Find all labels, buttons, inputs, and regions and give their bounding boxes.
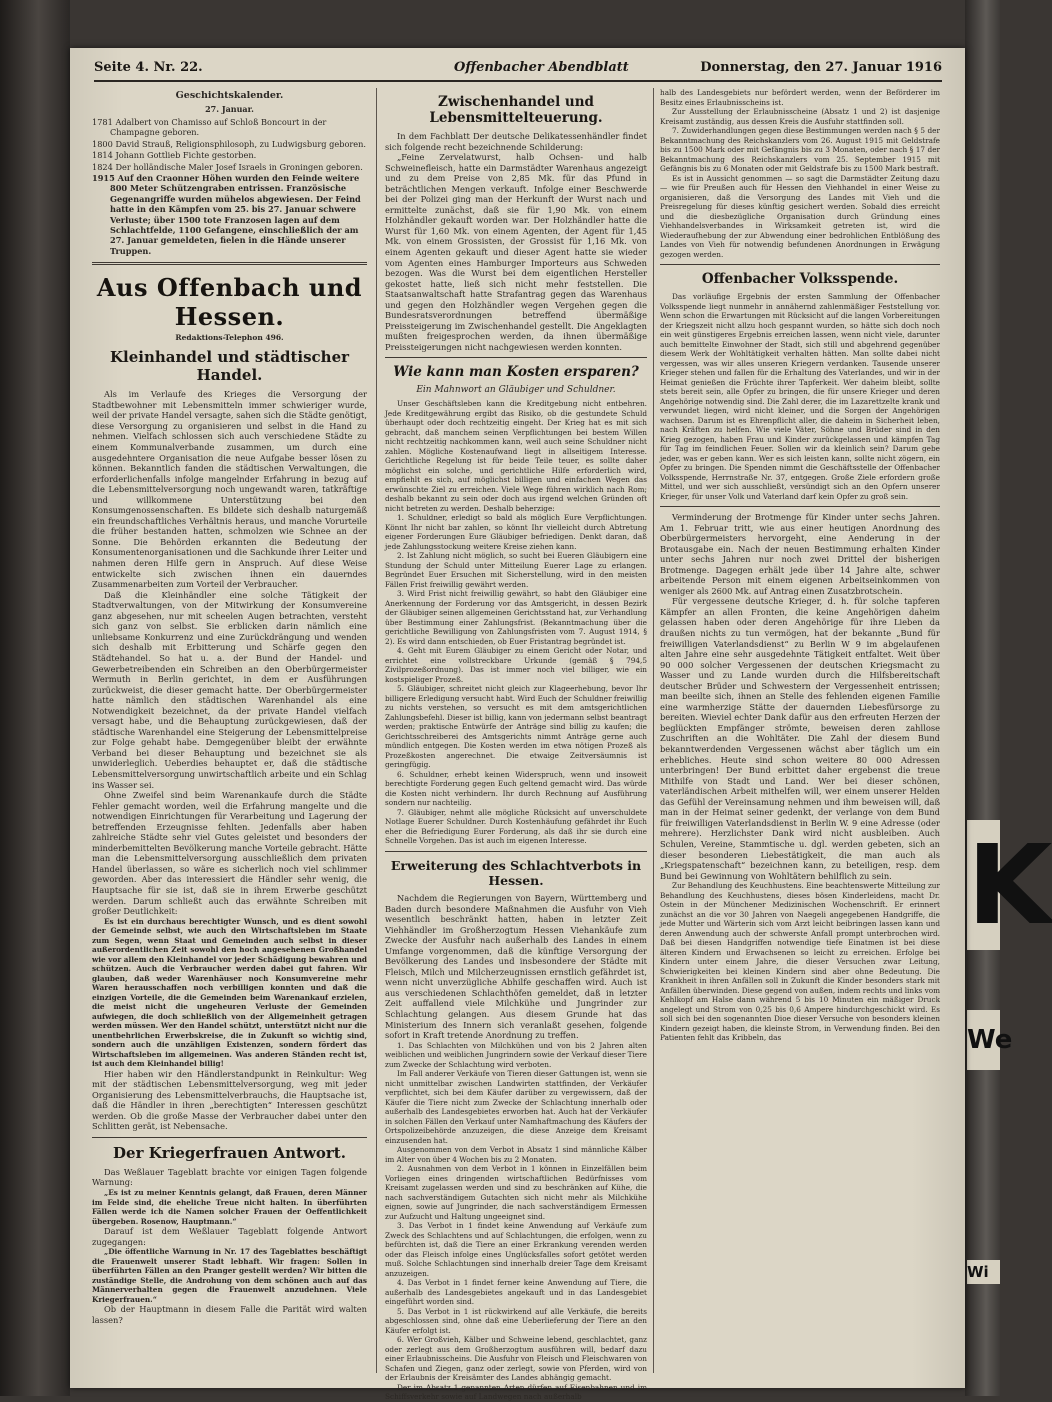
article-headline: Offenbacher Volksspende. [701,271,899,287]
paragraph: Darauf ist dem Weßlauer Tageblatt folgende Antwort zugegangen: [92,1226,367,1247]
paragraph: 1. Das Schlachten von Milchkühen und von bis 2 Jahren alten weiblichen und weiblichen Jungrindern sowie der Verkauf dieser Tiere zum Zwecke der Schlachtung wird verboten. [385,1040,647,1069]
article-headline: Erweiterung des Schlachtverbots in Hessen. [390,857,642,888]
paragraph: Ohne Zweifel sind beim Warenankaufe durch die Städte Fehler gemacht worden, weil die Erfahrung mangelte und die notwendigen Einrichtungen für Verarbeitung und Lagerung der betreffenden Erzeugnisse fehlten. Jedenfalls aber haben zahlreiche Städte sehr viel Gutes geleistet und besonders der minderbemittelten Bevölkerung manche Vorteile gebracht. Hätte man die Lebensmittelversorgung ausschließlich dem privaten Handel überlassen, so wäre es sicherlich noch viel schlimmer geworden. Aber das interessiert die Händler sehr wenig, die Hauptsache für sie ist, daß sie in ihrem Erwerbe geschützt werden. Darum schließt auch das erwähnte Schreiben mit großer Deutlichkeit: [92,790,367,917]
page-header [94,58,942,82]
column-2 [385,88,647,1402]
calendar-entry: 1824 Der holländische Maler Josef Israels in Groningen geboren. [92,161,363,172]
next-page-fragment: We [967,1010,1000,1070]
paragraph: Im Fall anderer Verkäufe von Tieren dieser Gattungen ist, wenn sie nicht unmittelbar zwischen Landwirten stattfinden, der Verkäufer verpflichtet, sich bei dem Käufer darüber zu vergewissern, daß der Käufer die Tiere nicht zum Zwecke der Schlachtung innerhalb oder außerhalb des Landesgebietes erworben hat. Auch hat der Verkäufer in solchen Fällen den Verkauf unter Namhaftmachung des Käufers der Ortspolizeibehörde anzuzeigen, die diese Anzeige dem Kreisamt einzusenden hat. [385,1069,647,1145]
paragraph: Es ist in Aussicht genommen — so sagt die Darmstädter Zeitung dazu — wie für Preußen auch für Hessen den Viehhandel in einer Weise zu organisieren, daß die Versorgung des Landes mit Vieh und die Preisregelung für dieses künftig gesichert werden. Sobald dies erreicht und die diesbezügliche Organisation durch Gründung eines Viehhandelsverbandes in Wirksamkeit getreten ist, wird die Wiederaufhebung der zur Abwendung einer bedrohlichen Entblößung des Landes von Vieh für notwendig befundenen Anordnungen in Erwägung gezogen werden. [660,173,940,259]
paragraph: 5. Das Verbot in 1 ist rückwirkend auf alle Verkäufe, die bereits abgeschlossen sind, ohne daß eine Ueberlieferung der Tiere an den Käufer erfolgt ist. [385,1306,647,1335]
paragraph: halb des Landesgebiets nur befördert werden, wenn der Beförderer im Besitz eines Erlaubnisscheins ist. [660,88,940,107]
calendar-list [92,117,367,256]
calendar-date: 27. Januar. [205,104,254,114]
section-title: Aus Offenbach und Hessen. [96,273,363,332]
paragraph: Das Weßlauer Tageblatt brachte vor einigen Tagen folgende Warnung: [92,1166,367,1188]
paragraph: Daß die Kleinhändler eine solche Tätigkeit der Stadtverwaltungen, von der Mitwirkung der Konsumvereine ganz abgesehen, nur mit scheelen Augen betrachten, versteht sich ganz von selbst. Sie erblicken darin nämlich eine unliebsame Konkurrenz und eine Zurückdrängung und wenden sich deshalb mit Erbitterung und Schärfe gegen den Städtehandel. So hat u. a. der Bund der Handel- und Gewerbetreibenden ein Schreiben an den Oberbürgermeister Wermuth in Berlin gerichtet, in dem er Ausführungen zurückweist, die dieser gemacht hatte. Der Oberbürgermeister hatte nämlich den städtischen Warenhandel als eine Notwendigkeit bezeichnet, da der private Handel vielfach versagt habe, und die Behauptung zurückgewiesen, daß der städtische Warenhandel eine Steigerung der Lebensmittelpreise zur Folge gehabt habe. Demgegenüber bleibt der erwähnte Verband bei dieser Behauptung und bezeichnet sie als unwiderleglich. Ueberdies behauptet er, daß die städtische Lebensmittelversorgung unwirtschaftlich arbeite und ein Schlag ins Wasser sei. [92,589,367,790]
paragraph: 3. Wird Frist nicht freiwillig gewährt, so habt den Gläubiger eine Anerkennung der Forderung vor das Amtsgericht, in dessen Bezirk der Gläubiger seinen allgemeinen Gerichtsstand hat, zur Verhandlung über Bestimmung einer Zahlungsfrist. (Bekanntmachung über die gerichtliche Bewilligung von Zahlungsfristen vom 7. August 1914, § 2). Es wird dann entschieden, ob Euer Fristantrag begründet ist. [385,589,647,646]
column-rule [653,88,654,1373]
calendar-entry: 1781 Adalbert von Chamisso auf Schloß Boncourt in der Champagne geboren. [92,117,327,138]
newspaper-page [70,48,965,1402]
masthead: Offenbacher Abendblatt [454,60,629,75]
paragraph: Ausgenommen von dem Verbot in Absatz 1 sind männliche Kälber im Alter von über 4 Wochen bis zu 2 Monaten. [385,1145,647,1164]
paragraph: Verminderung der Brotmenge für Kinder unter sechs Jahren. Am 1. Februar tritt, wie aus einer heutigen Anordnung des Oberbürgermeisters hervorgeht, eine Aenderung in der Brotausgabe ein. Nach der neuen Bestimmung erhalten Kinder unter sechs Jahren nur noch zwei Drittel der bisherigen Brotmenge. Dagegen erhält jede über 14 Jahre alte, schwer arbeitende Person mit einem eigenen Arbeitseinkommen von weniger als 2600 Mk. auf Antrag einen Zusatzbrotschein. [660,512,940,596]
paragraph: Zur Behandlung des Keuchhustens. Eine beachtenswerte Mitteilung zur Behandlung des Keuchhustens, dieses bösen Kinderleidens, macht Dr. Ostein in der Münchener Medizinischen Wochenschrift. Er erinnert zunächst an die vor 30 Jahren von Naegeli angegebenen Handgriffe, die jede Mutter und Wärterin sich vom Arzt leicht beibringen lassen kann und deren Anwendung auch der schwerste Anfall prompt unterbrochen wird. Daß bei diesen Handgriffen notwendige tiefe Einatmen ist bei diese älteren Kindern und Erwachsenen so leicht zu erreichen. Erfolge bei Kindern unter einem Jahre, die dieser Versuchen zwar Leitung, Schwierigkeiten bei kleinen Kindern sind aber ohne Bedeutung. Die Krankheit in ihren Anfällen soll in Zukunft die Kinder besonders stark mit Anfällen überwinden. Diese gegend von außen, indem rechts und links vom Kehlkopf am Halse dann während 5 bis 10 Minuten ein mäßiger Druck angelegt und Strom von 0,25 bis 0,6 Ampere hindurchgeschickt wird. Es soll sich bei den sogenannten Dioe dieser Versuche von besonders kleinen Kindern gezeigt haben, die kleinste Strom, in Verwendung finden. Bei den Patienten fehlt das Kribbeln, das [660,881,941,1043]
paragraph: 4. Geht mit Eurem Gläubiger zu einem Gericht oder Notar, und errichtet eine vollstreckbare Urkunde (gemäß § 794,5 Zivilprozeßordnung). Das ist immer noch viel billiger, wie ein kostspieliger Prozeß. [385,646,647,684]
paragraph: Hier haben wir den Händlerstandpunkt in Reinkultur: Weg mit der städtischen Lebensmittelversorgung, weg mit jeder Organisierung des Lebensmittelverbrauchs, die Hauptsache ist, daß die Händler in ihren „berechtigten“ Interessen geschützt werden. Ob die große Masse der Verbraucher dabei unter den Schlitten gerät, ist Nebensache. [92,1068,367,1132]
article-headline: Wie kann man Kosten ersparen? [393,364,639,381]
article-headline: Der Kriegerfrauen Antwort. [113,1143,346,1162]
next-page-edge [965,0,1052,1396]
paragraph: 2. Ist Zahlung nicht möglich, so sucht bei Eueren Gläubigern eine Stundung der Schuld unter Mitteilung Euerer Lage zu erlangen. Begründet Euer Ersuchen mit Sicherstellung, wird in den meisten Fällen Frist freiwillig gewährt werden. [385,551,647,589]
paragraph: 5. Gläubiger, schreitet nicht gleich zur Klageerhebung, bevor Ihr billigere Erledigung versucht habt. Wird Euch der Schuldner freiwillig zu nichts verstehen, so versucht es mit dem amtsgerichtlichen Zahlungsbefehl. Dieser ist billig, kann von jedermann selbst beantragt werden; praktische Entwürfe der Anträge sind billig zu kaufen; die Gerichtsschreiberei des Amtsgerichts nimmt Anträge gerne auch mündlich entgegen. Die Kosten werden im etwa nötigen Prozeß als Prozeßkosten angerechnet. Die etwaige Zeitversäumnis ist geringfügig. [385,684,647,770]
paragraph: 6. Wer Großvieh, Kälber und Schweine lebend, geschlachtet, ganz oder zerlegt aus dem Großherzogtum ausführen will, bedarf dazu einer Erlaubnisscheins. Die Ausfuhr von Fleisch und Fleischwaren von Schafen und Ziegen, ganz oder zerlegt, sowie von Pferden, wird von der Erlaubnis der Kreisämter des Landes abhängig gemacht. [385,1335,647,1383]
article-headline: Zwischenhandel und Lebensmittelteuerung. [429,94,603,126]
article-subheadline: Ein Mahnwort an Gläubiger und Schuldner. [416,385,616,396]
paragraph: Zur Ausstellung der Erlaubnisscheine (Absatz 1 und 2) ist dasjenige Kreisamt zuständig, aus dessen Kreis die Ausfuhr stattfinden soll. [660,107,940,126]
paragraph: 6. Schuldner, erhebt keinen Widerspruch, wenn und insoweit berechtigte Forderung gegen Euch geltend gemacht wird. Das würde die Kosten nicht verhindern. Ihr durch Rechnung auf Ausführung sondern nur nachteilig. [385,769,647,808]
paragraph: 3. Das Verbot in 1 findet keine Anwendung auf Verkäufe zum Zweck des Schlachtens und auf Schlachtungen, die erfolgen, wenn zu befürchten ist, daß die Tiere an einer Erkrankung verenden werden oder das Fleisch infolge eines Unglücksfalles sofort getötet werden muß. Solche Schlachtungen sind innerhalb dreier Tage dem Kreisamt anzuzeigen. [385,1221,647,1278]
book-spine [0,0,70,1396]
quotation: „Die öffentliche Warnung in Nr. 17 des Tageblattes beschäftigt die Frauenwelt unserer Stadt lebhaft. Wir fragen: Sollen in überführten Fällen an den Pranger gestellt werden? Wir bitten die zuständige Stelle, die Androhung von dem schönen auch auf das Männerverhalten gegen die Frauenwelt anzudehnen. Viele Kriegerfrauen.“ [92,1247,367,1304]
calendar-entry: 1800 David Strauß, Religionsphilosoph, zu Ludwigsburg geboren. [92,138,367,149]
divider [660,506,940,507]
quotation: Es ist ein durchaus berechtigter Wunsch, und es dient sowohl der Gemeinde selbst, wie auch den Wirtschaftsleben im Staate zum Segen, wenn Staat und Gemeinden auch selbst in dieser außerordentlichen Zeit sowohl den hoch angesehenen Großhandel wie vor allem den Kleinhandel vor jeder Schädigung bewahren und schützen. Auch die Verbraucher werden dabei gut fahren. Wir glauben, daß weder Warenhäuser noch Konsumvereine mehr Waren herausschaffen noch verbilligen konnten und daß die einzigen Vorteile, die die Gemeinden beim Warenankauf erzielen, die meist nicht die ungeheuren Verluste der Gemeinden aufwiegen, die doch schließlich von der Allgemeinheit getragen werden müssen. Wer den Handel schützt, unterstützt nicht nur die unentbehrlichen Erwerbskreise, die in Zukunft so wichtig sind, sondern auch die unzähligen Existenzen, sondern fördert das Wirtschaftsleben im allgemeinen. Was anderen Ständen recht ist, ist auch dem Kleinhandel billig! [92,916,367,1069]
next-page-fragment: K [967,821,1052,949]
paragraph: Als im Verlaufe des Krieges die Versorgung der Stadtbewohner mit Lebensmitteln immer schwieriger wurde, weil der private Handel versagte, sahen sich die Städte genötigt, diese Versorgung zu organisieren und selbst in die Hand zu nehmen. Vielfach schlossen sich auch verschiedene Städte zu einem Kommunalverbande zusammen, um durch eine ausgedehntere Organisation die neue Aufgabe besser lösen zu können. Bekanntlich fanden die städtischen Verwaltungen, die erforderlichenfalls infolge mangelnder Erfahrung in bezug auf die Lebensmittelversorgung noch ungewandt waren, tatkräftige und willkommene Unterstützung bei den Konsumgenossenschaften. Es bildete sich deshalb naturgemäß ein freundschaftliches Verhältnis heraus, und manche Vorurteile die früher bestanden hatten, schmolzen wie Schnee an der Sonne. Die Behörden erkannten die Bedeutung der Konsumentenorganisationen und die Sachkunde ihrer Leiter und nahmen deren Hilfe gern in Anspruch. Auf diese Weise entwickelte sich zwischen ihnen ein dauerndes Zusammenarbeiten zum Vorteil der Verbraucher. [92,389,367,590]
quotation: „Es ist zu meiner Kenntnis gelangt, daß Frauen, deren Männer im Felde sind, die eheliche Treue nicht halten. In überführten Fällen werde ich die Namen solcher Frauen der Oeffentlichkeit übergeben. Rosenow, Hauptmann.“ [92,1188,367,1226]
paragraph: 2. Ausnahmen von dem Verbot in 1 können in Einzelfällen beim Vorliegen eines dringenden wirtschaftlichen Bedürfnisses vom Kreisamt zugelassen werden und sind zu beschränken auf Kühe, die nach sachverständigem Gutachten sich nicht mehr als Milchkühe eignen, sowie auf Jungrinder, die nach sachverständigem Ermessen zur Aufzucht und Haltung ungeeignet sind. [385,1164,647,1221]
paragraph: 1. Schuldner, erledigt so bald als möglich Eure Verpflichtungen. Könnt Ihr nicht bar zahlen, so könnt Ihr vielleicht durch Abtretung eigener Forderungen Eure Gläubiger befriedigen. Denkt daran, daß jede Zahlungsstockung weitere Kreise ziehen kann. [385,513,647,551]
divider [385,851,647,852]
paragraph: Für vergessene deutsche Krieger, d. h. für solche tapferen Kämpfer an allen Fronten, die keine Angehörigen daheim gelassen haben oder deren Angehörige für ihre Lieben da draußen nichts zu tun vermögen, hat der bekannte „Bund für freiwilligen Vaterlandsdienst“ zu Berlin W 9 im abgelaufenen alten Jahre eine sehr ausgedehnte Tätigkeit entfaltet. Weit über 90 000 solcher Vergessenen der deutschen Kriegsmacht zu Wasser und zu Lande wurden durch die Hilfsbereitschaft deutscher Brüder und Schwestern der Vergessenheit entrissen; man beeilte sich, ihnen an Stelle des fehlenden eigenen Familie eine warmherzige Stätte der dauernden Liebesfürsorge zu bereiten. Wieviel echter Dank dafür aus den erfreuten Herzen der beglückten Empfänger strömte, beweisen deren zahllose Zuschriften an die Wohltäter. Die Zahl der diesem Bund bekanntwerdenden Vergessenen wächst aber täglich um ein erhebliches. Heute sind schon weitere 80 000 Adressen unterbringen! Der Bund erbittet daher ergebenst die treue Mithilfe von Stadt und Land. Wer bei dieser schönen, vaterländischen Arbeit mithelfen will, wer einem unserer Helden das Gefühl der Vereinsamung nehmen und ihm beweisen will, daß man in der Heimat seiner gedenkt, der verlange von dem Bund für freiwilligen Vaterlandsdienst in Berlin W. 9 eine Adresse (oder mehrere). Herzlichster Dank wird nicht ausbleiben. Auch Schulen, Vereine, Stammtische u. dgl. werden gebeten, sich an dieser besonderen Liebestätigkeit, die man auch als „Kriegspatenschaft“ bezeichnen kann, zu beteiligen, resp. dem Bund bei Gewinnung von Wohltätern behilflich zu sein. [660,596,940,881]
next-page-fragment: Wi [967,1260,1000,1284]
column-rule [376,88,377,1373]
section-subtitle: Redaktions-Telephon 496. [175,333,284,343]
calendar-title: Geschichtskalender. [175,90,284,101]
article-headline: Kleinhandel und städtischer Handel. [109,348,350,385]
paragraph: 7. Zuwiderhandlungen gegen diese Bestimmungen werden nach § 5 der Bekanntmachung des Reichskanzlers vom 26. August 1915 mit Geldstrafe bis zu 1500 Mark oder mit Gefängnis bis zu 3 Monaten, oder nach § 17 der Bekanntmachung des Reichskanzlers vom 25. September 1915 mit Gefängnis bis zu 6 Monaten oder mit Geldstrafe bis zu 1500 Mark bestraft. [660,126,940,173]
paragraph: In dem Fachblatt Der deutsche Delikatessenhändler findet sich folgende recht bezeichnende Schilderung: [385,131,647,152]
calendar-entry: 1814 Johann Gottlieb Fichte gestorben. [92,150,257,161]
page-number: Seite 4. Nr. 22. [94,60,203,75]
paragraph: Das vorläufige Ergebnis der ersten Sammlung der Offenbacher Volksspende liegt nunmehr in annähernd zahlenmäßiger Feststellung vor. Wenn schon die Erwartungen mit Rücksicht auf die langen Vorbereitungen der Kriegszeit nicht allzu hoch gespannt wurden, so hätte sich doch noch ein weit günstigeres Ergebnis erreichen lassen, wenn nicht viele, darunter auch bemittelte Einwohner der Stadt, sich still und abgehrend gegenüber diesem Werk der Wohltätigkeit verhalten hätten. Man sollte dabei nicht vergessen, was wir alles unseren Kriegern verdanken. Tausende unserer Krieger stehen und fallen für die Erhaltung des Vaterlandes, und wir in der Heimat genießen die Früchte ihrer Tapferkeit. Wer daheim bleibt, sollte stets bereit sein, alle Opfer zu bringen, die für unsere Krieger und deren Angehörige notwendig sind. Die Zahl derer, die im Lazarettzelte krank und verwundet liegen, wird nicht kleiner, und die Sorgen der Angehörigen wachsen. Darum ist es Ehrenpflicht aller, die daheim in Sicherheit leben, nach Kräften zu helfen. Wie viele Väter, Söhne und Brüder sind in den Krieg gezogen, haben Frau und Kinder zurückgelassen und kämpfen Tag für Tag im feindlichen Feuer. Sollen wir da kleinlich sein? Darum gebe jeder, was er geben kann. Wer es sich leisten kann, sollte nicht zögern, ein Opfer zu bringen. Die Spenden nimmt die Geschäftsstelle der Offenbacher Volksspende, Herrnstraße Nr. 37, entgegen. Große Ziele erfordern große Mittel, und wer sich ausschließt, versündigt sich an den Opfern unserer Krieger, für unser Volk und Vaterland darf kein Opfer zu groß sein. [660,292,940,501]
column-1 [92,88,367,1378]
divider [92,262,367,265]
paragraph: 7. Gläubiger, nehmt alle mögliche Rücksicht auf unverschuldete Notlage Euerer Schuldner. Durch Kostenhäufung gefährdet ihr Euch eher die Befriedigung Eurer Forderung, als daß ihr sie durch eine Schnelle Vorgehen. Das ist auch im eigenen Interesse. [385,807,647,846]
issue-date: Donnerstag, den 27. Januar 1916 [700,60,942,75]
column-3 [660,88,940,1378]
divider [660,264,940,265]
divider [92,1137,367,1138]
calendar-entry: 1915 Auf den Craonner Höhen wurden den Feinde weitere 800 Meter Schützengraben entrissen. Französische Gegenangriffe wurden mühelos abgewiesen. Der Feind hatte in den Kämpfen vom 25. bis 27. Januar schwere Verluste; über 1500 tote Franzosen lagen auf dem Schlachtfelde, 1100 Gefangene, einschließlich der am 27. Januar gemeldeten, fielen in die Hände unserer Truppen. [92,173,361,256]
paragraph: 4. Das Verbot in 1 findet ferner keine Anwendung auf Tiere, die außerhalb des Landesgebietes angekauft und in das Landesgebiet eingeführt worden sind. [385,1278,647,1307]
paragraph: „Feine Zervelatwurst, halb Ochsen- und halb Schweinefleisch, hatte ein Darmstädter Warenhaus angezeigt und zu dem Preise von 2,85 Mk. für das Pfund in beträchtlichen Mengen verkauft. Infolge einer Beschwerde bei der Polizei ging man der Herkunft der Wurst nach und ermittelte zunächst, daß sie für 1,90 Mk. von einem Holzhändler gekauft worden war. Der Holzhändler hatte die Wurst für 1,60 Mk. von einem Agenten, der Agent für 1,45 Mk. von einem Grossisten, der Grossist für 1,16 Mk. von einem Agenten gekauft und dieser Agent hatte sie wieder vom Agenten eines Hamburger Importeurs aus Schweden bezogen. Was die Wurst bei dem eigentlichen Hersteller gekostet hatte, ließ sich nicht mehr feststellen. Die Staatsanwaltschaft hatte Strafantrag gegen das Warenhaus und gegen den Holzhändler wegen Vergehen gegen die Bundesratsverordnungen betreffend übermäßige Preissteigerung im Zwischenhandel gestellt. Die Angeklagten mußten freigesprochen werden, da ihnen übermäßige Preissteigerungen nicht nachgewiesen werden konnten. [385,152,647,352]
paragraph: Nachdem die Regierungen von Bayern, Württemberg und Baden durch besondere Maßnahmen die Ausfuhr von Vieh wesentlich beschränkt hatten, haben in letzter Zeit Viehhändler im Großherzogtum Hessen Viehankäufe zum Zwecke der Ausfuhr nach außerhalb des Landes in einem Umfange vorgenommen, daß die künftige Versorgung der Bevölkerung des Landes und insbesondere der Städte mit Fleisch, Milch und Milcherzeugnissen ernstlich gefährdet ist, wenn nicht unverzügliche Abhilfe geschaffen wird. Auch ist aus verschiedenen Schlachthöfen gemeldet, daß in letzter Zeit auffallend viele Milchkühe und Jungrinder zur Schlachtung gelangen. Aus diesem Grunde hat das Ministerium des Innern sich veranlaßt gesehen, folgende sofort in Kraft tretende Anordnung zu treffen. [385,892,647,1041]
paragraph: Der im Absatz 1 genannten Arten dürfen auf Eisenbahnen und im Schiffsverkehr sowie auf Landwegen nach außerhalb [385,1382,647,1402]
paragraph: Unser Geschäftsleben kann die Kreditgebung nicht entbehren. Jede Kreditgewährung ergibt das Risiko, ob die gestundete Schuld überhaupt oder doch rechtzeitig eingeht. Der Krieg hat es mit sich gebracht, daß manchem seinen Verpflichtungen bei bestem Willen nicht rechtzeitig nachkommen kann, weil auch seine Schuldner nicht zahlen. Mögliche Kostenaufwand liegt in allseitigem Interesse. Gerichtliche Regelung ist für beide Teile teuer, es sollte daher möglichst ein solche, und gerichtliche Hilfe erforderlich wird, empfiehlt es sich, auf möglichst billigen und einfachen Wegen das erwünschte Ziel zu erreichen. Viele Wege führen wirklich nach Rom; deshalb bekannt zu sein oder doch aus irgend welchen Gründen oft nicht betreten zu werden. Deshalb beherzige: [385,399,647,513]
paragraph: Ob der Hauptmann in diesem Falle die Parität wird walten lassen? [92,1304,367,1325]
divider [385,357,647,358]
